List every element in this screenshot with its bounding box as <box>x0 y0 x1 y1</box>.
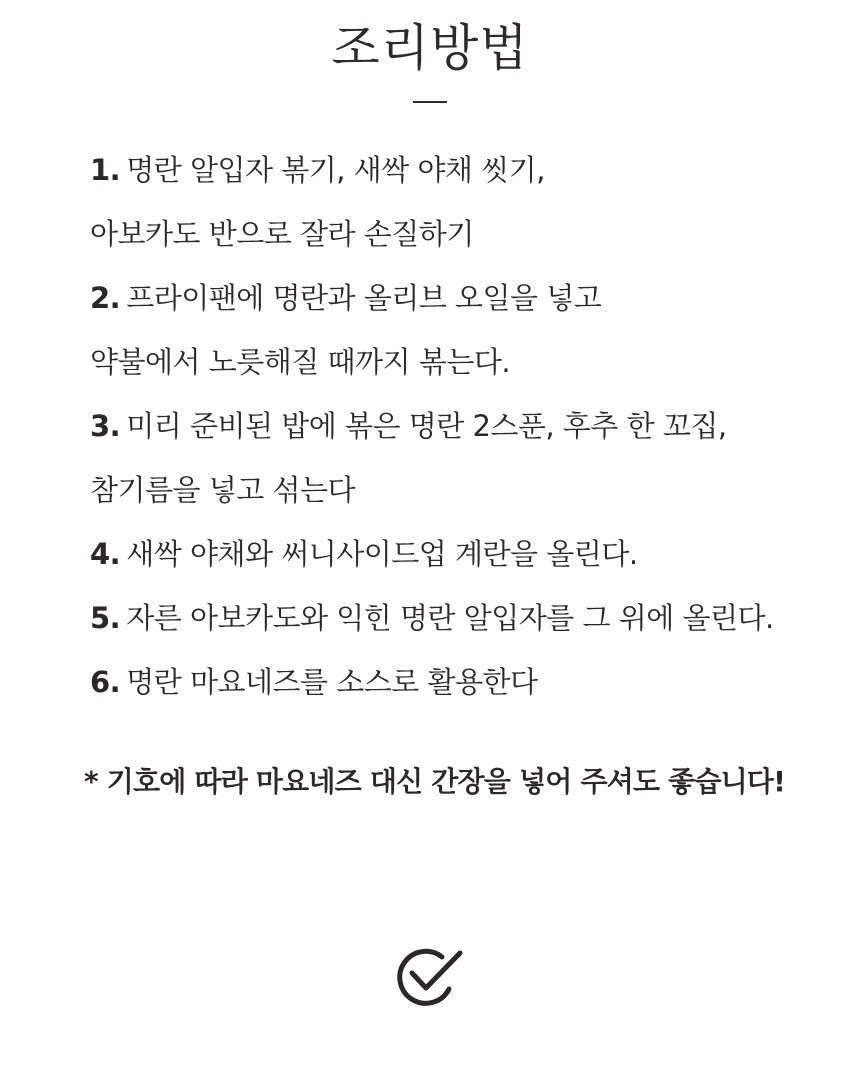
tip-note: * 기호에 따라 마요네즈 대신 간장을 넣어 주셔도 좋습니다! <box>84 765 786 798</box>
step-3-line-1: 3. 미리 준비된 밥에 볶은 명란 2스푼, 후추 한 꼬집, <box>90 409 727 443</box>
page-title: 조리방법 <box>331 19 529 77</box>
step-1-line-1: 1. 명란 알입자 볶기, 새싹 야채 씻기, <box>90 153 545 187</box>
step-number: 6. <box>90 665 121 699</box>
step-2-line-2: 약불에서 노릇해질 때까지 볶는다. <box>90 345 511 379</box>
step-2-line-1: 2. 프라이팬에 명란과 올리브 오일을 넣고 <box>90 281 602 315</box>
step-4: 4. 새싹 야채와 써니사이드업 계란을 올린다. <box>90 537 638 571</box>
step-number: 1. <box>90 153 121 187</box>
step-number: 5. <box>90 601 121 635</box>
step-6: 6. 명란 마요네즈를 소스로 활용한다 <box>90 665 538 699</box>
step-1-line-2: 아보카도 반으로 잘라 손질하기 <box>90 217 474 251</box>
step-number: 3. <box>90 409 121 443</box>
step-number: 4. <box>90 537 121 571</box>
check-circle-icon <box>394 945 466 1009</box>
title-divider <box>413 101 447 103</box>
step-3-line-2: 참기름을 넣고 섞는다 <box>90 473 356 507</box>
step-number: 2. <box>90 281 121 315</box>
step-5: 5. 자른 아보카도와 익힌 명란 알입자를 그 위에 올린다. <box>90 601 774 635</box>
recipe-steps <box>90 146 810 722</box>
